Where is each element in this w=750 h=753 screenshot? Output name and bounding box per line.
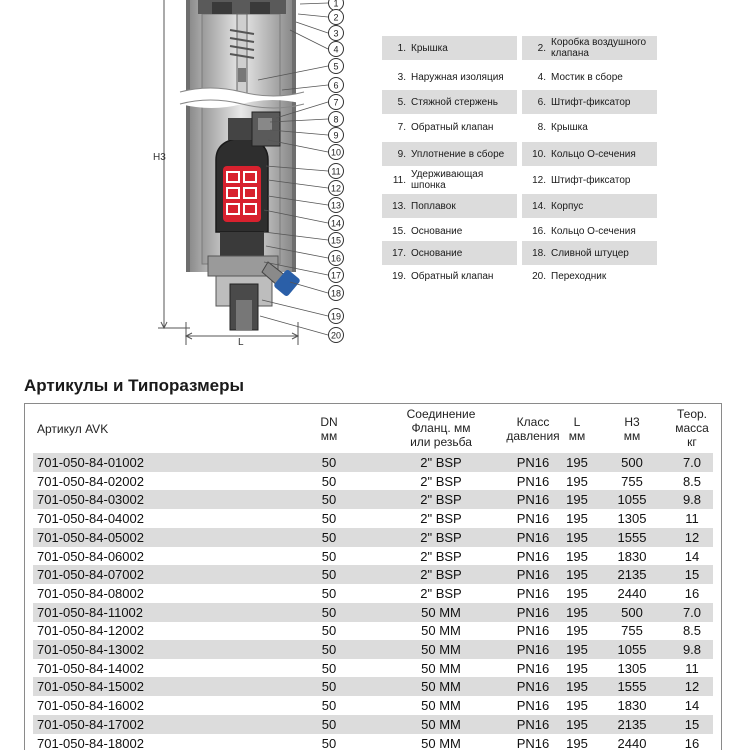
h3-dim-label: H3 <box>153 152 166 163</box>
balloon-number: 15 <box>330 235 342 246</box>
balloon-number: 17 <box>330 270 342 281</box>
balloon-number: 13 <box>330 200 342 211</box>
table-cell: 195 <box>566 716 588 732</box>
column-header-line: Класс <box>516 415 550 429</box>
table-cell: 195 <box>566 735 588 751</box>
table-cell: 195 <box>566 604 588 620</box>
table-row <box>25 490 721 509</box>
part-entry <box>382 168 517 192</box>
part-number: 6. <box>537 96 546 108</box>
table-cell: 11 <box>685 511 699 527</box>
part-number: 3. <box>397 71 406 83</box>
parts-row <box>382 142 660 166</box>
parts-row <box>382 90 660 114</box>
parts-row <box>382 115 660 139</box>
part-entry <box>382 194 517 218</box>
table-cell: 9.8 <box>682 642 702 657</box>
column-header-line: мм <box>568 429 586 443</box>
part-name: Наружная изоляция <box>411 71 504 83</box>
h3-dimension <box>158 0 190 328</box>
column-header-line: Соединение <box>406 407 476 421</box>
table-cell: 2" BSP <box>420 567 462 583</box>
article-cell: 701-050-84-08002 <box>37 585 144 601</box>
part-entry <box>382 65 517 89</box>
part-name: Штифт-фиксатор <box>551 96 631 108</box>
table-row <box>25 603 721 622</box>
table-cell: 2" BSP <box>420 473 462 489</box>
article-cell: 701-050-84-18002 <box>37 735 144 751</box>
column-header-line: Артикул AVK <box>37 422 109 436</box>
table-cell: PN16 <box>516 679 550 695</box>
column-header-line: H3 <box>624 415 640 429</box>
column-header-line: Теор. <box>676 407 707 421</box>
table-cell: 1555 <box>617 529 647 545</box>
table-row <box>25 565 721 584</box>
table-cell: 50 <box>321 642 337 657</box>
table-cell: PN16 <box>516 735 550 751</box>
part-number: 4. <box>537 71 546 83</box>
table-cell: 50 MM <box>421 735 461 751</box>
table-row <box>25 621 721 640</box>
part-number: 18. <box>532 247 546 259</box>
part-entry <box>522 219 657 243</box>
table-cell: 195 <box>566 473 588 489</box>
table-row <box>25 715 721 734</box>
table-header <box>25 404 723 453</box>
table-cell: 1830 <box>617 548 647 564</box>
article-cell: 701-050-84-05002 <box>37 529 144 545</box>
part-entry <box>522 168 657 192</box>
table-row <box>25 509 721 528</box>
parts-row <box>382 219 660 243</box>
table-cell: 1055 <box>617 642 647 657</box>
part-entry <box>382 241 517 265</box>
balloon-number: 18 <box>330 288 342 299</box>
table-cell: 195 <box>566 679 588 695</box>
part-entry <box>382 90 517 114</box>
balloon-number: 16 <box>330 253 342 264</box>
column-header-line: мм <box>320 429 338 443</box>
table-cell: 50 MM <box>421 623 461 639</box>
parts-row <box>382 241 660 265</box>
table-cell: 195 <box>566 642 588 657</box>
table-row <box>25 453 721 472</box>
table-cell: 195 <box>566 548 588 564</box>
part-entry <box>522 36 657 60</box>
parts-row <box>382 36 660 60</box>
part-name: Обратный клапан <box>411 121 494 133</box>
parts-row <box>382 168 660 192</box>
table-cell: 50 MM <box>421 642 461 657</box>
part-number: 12. <box>532 174 546 186</box>
part-number: 17. <box>392 247 406 259</box>
table-cell: 50 <box>321 604 337 620</box>
parts-row <box>382 264 660 288</box>
table-cell: 2" BSP <box>420 585 462 601</box>
column-header <box>391 407 491 449</box>
table-cell: 195 <box>566 511 588 527</box>
part-name: Уплотнение в сборе <box>411 148 505 160</box>
part-entry <box>522 115 657 139</box>
table-cell: 2" BSP <box>420 492 462 508</box>
table-cell: 195 <box>566 567 588 583</box>
balloon-leader <box>296 22 328 33</box>
part-name: Сливной штуцер <box>551 247 629 259</box>
article-cell: 701-050-84-07002 <box>37 567 144 583</box>
table-cell: 500 <box>621 455 643 470</box>
balloon-number: 20 <box>330 330 342 341</box>
table-cell: PN16 <box>516 604 550 620</box>
parts-row <box>382 65 660 89</box>
table-cell: 195 <box>566 623 588 639</box>
column-header-line: L <box>573 415 581 429</box>
part-name: Мостик в сборе <box>551 71 623 83</box>
article-cell: 701-050-84-04002 <box>37 511 144 527</box>
table-cell: 9.8 <box>682 492 702 508</box>
table-cell: 7.0 <box>682 604 702 620</box>
table-row <box>25 528 721 547</box>
balloon-number: 5 <box>333 61 339 72</box>
table-cell: 2" BSP <box>420 548 462 564</box>
part-number: 5. <box>397 96 406 108</box>
table-cell: 2" BSP <box>420 455 462 470</box>
part-number: 14. <box>532 200 546 212</box>
table-cell: 8.5 <box>682 473 702 489</box>
balloon-number: 8 <box>333 114 339 125</box>
table-cell: 50 <box>321 473 337 489</box>
balloon-number: 10 <box>330 147 342 158</box>
article-cell: 701-050-84-02002 <box>37 473 144 489</box>
table-cell: 2135 <box>617 716 647 732</box>
table-cell: 12 <box>684 529 700 545</box>
table-row <box>25 677 721 696</box>
balloon-number: 12 <box>330 183 342 194</box>
table-cell: 14 <box>684 548 700 564</box>
table-cell: 1305 <box>617 511 647 527</box>
part-entry <box>382 36 517 60</box>
table-cell: 500 <box>621 604 643 620</box>
article-cell: 701-050-84-17002 <box>37 716 144 732</box>
table-cell: 50 MM <box>421 698 461 714</box>
balloon-number: 2 <box>333 12 339 23</box>
article-cell: 701-050-84-11002 <box>37 604 144 620</box>
table-cell: 7.0 <box>682 455 702 470</box>
part-name: Кольцо О-сечения <box>551 148 636 160</box>
part-number: 13. <box>392 200 406 212</box>
table-cell: 50 <box>321 698 337 714</box>
table-cell: 50 MM <box>421 604 461 620</box>
column-header <box>607 415 657 443</box>
column-header-line: или резьба <box>410 435 472 449</box>
table-cell: PN16 <box>516 660 550 676</box>
table-cell: PN16 <box>516 548 550 564</box>
part-entry <box>522 90 657 114</box>
balloon-number: 3 <box>333 28 339 39</box>
table-cell: PN16 <box>516 567 550 583</box>
part-name: Корпус <box>551 200 584 212</box>
part-number: 8. <box>537 121 546 133</box>
part-name: Крышка <box>411 42 448 54</box>
table-cell: 50 <box>321 585 337 601</box>
article-cell: 701-050-84-16002 <box>37 698 144 714</box>
balloon-number: 19 <box>330 311 342 322</box>
part-name: Основание <box>411 247 463 259</box>
balloon-number: 11 <box>331 166 341 177</box>
l-dim-label: L <box>238 337 244 345</box>
part-number: 16. <box>532 225 546 237</box>
part-name: Коробка воздушного клапана <box>551 37 647 59</box>
table-cell: PN16 <box>516 492 550 508</box>
table-cell: 195 <box>566 529 588 545</box>
balloon-number: 6 <box>333 80 339 91</box>
part-name: Переходник <box>551 270 607 282</box>
table-cell: 15 <box>684 567 700 583</box>
table-cell: 195 <box>566 698 588 714</box>
part-number: 15. <box>392 225 406 237</box>
part-name: Поплавок <box>411 200 456 212</box>
table-cell: 16 <box>684 585 700 601</box>
column-header-line: кг <box>687 435 697 449</box>
table-cell: 14 <box>684 698 700 714</box>
column-header-line: масса <box>675 421 709 435</box>
table-cell: 195 <box>566 585 588 601</box>
balloon-number: 9 <box>333 130 339 141</box>
table-cell: 50 <box>321 548 337 564</box>
table-cell: 50 <box>321 529 337 545</box>
table-row <box>25 472 721 491</box>
table-cell: 8.5 <box>682 623 702 639</box>
table-cell: 50 <box>321 679 337 695</box>
column-header-line: DN <box>320 415 338 429</box>
table-cell: PN16 <box>516 642 550 657</box>
part-number: 10. <box>532 148 546 160</box>
table-cell: 50 <box>321 567 337 583</box>
part-entry <box>522 142 657 166</box>
article-cell: 701-050-84-01002 <box>37 455 144 470</box>
table-cell: 15 <box>684 716 700 732</box>
part-entry <box>382 264 517 288</box>
table-cell: 50 MM <box>421 660 461 676</box>
part-number: 9. <box>397 148 406 160</box>
part-number: 11. <box>392 174 406 186</box>
table-cell: PN16 <box>516 455 550 470</box>
part-number: 1. <box>397 42 406 54</box>
top-cap <box>198 0 286 14</box>
table-cell: PN16 <box>516 585 550 601</box>
article-cell: 701-050-84-13002 <box>37 642 144 657</box>
part-number: 20. <box>532 270 546 282</box>
column-header <box>667 407 717 449</box>
table-cell: 50 <box>321 511 337 527</box>
balloon-number: 14 <box>330 218 342 229</box>
table-cell: 50 <box>321 455 337 470</box>
part-name: Удерживающая шпонка <box>411 169 484 191</box>
part-name: Крышка <box>551 121 588 133</box>
article-cell: 701-050-84-15002 <box>37 679 144 695</box>
table-cell: 1830 <box>617 698 647 714</box>
part-entry <box>382 219 517 243</box>
table-cell: 50 <box>321 735 337 751</box>
valve-drawing <box>150 0 355 345</box>
column-header-line: мм <box>623 429 641 443</box>
table-cell: PN16 <box>516 716 550 732</box>
column-header <box>557 415 597 443</box>
table-cell: PN16 <box>516 698 550 714</box>
table-cell: PN16 <box>516 623 550 639</box>
balloon-leader <box>262 300 328 316</box>
table-cell: 16 <box>684 735 700 751</box>
column-header-line: Фланц. мм <box>411 421 471 435</box>
table-cell: 2" BSP <box>420 529 462 545</box>
parts-row <box>382 194 660 218</box>
balloon-leader <box>260 316 328 335</box>
part-name: Основание <box>411 225 463 237</box>
part-entry <box>522 65 657 89</box>
table-cell: 50 MM <box>421 679 461 695</box>
table-cell: 2440 <box>617 585 647 601</box>
table-cell: 11 <box>685 660 699 676</box>
balloon-number: 1 <box>333 0 339 9</box>
table-cell: 12 <box>684 679 700 695</box>
table-cell: 2135 <box>617 567 647 583</box>
table-cell: 1305 <box>617 660 647 676</box>
part-entry <box>522 194 657 218</box>
part-entry <box>382 142 517 166</box>
table-cell: 50 <box>321 660 337 676</box>
table-cell: 50 MM <box>421 716 461 732</box>
table-cell: 195 <box>566 455 588 470</box>
article-cell: 701-050-84-14002 <box>37 660 144 676</box>
table-row <box>25 640 721 659</box>
table-cell: 2440 <box>617 735 647 751</box>
column-header-line: давления <box>506 429 560 443</box>
column-header <box>309 415 349 443</box>
table-cell: 1055 <box>617 492 647 508</box>
part-entry <box>382 115 517 139</box>
balloon-leader <box>298 14 328 17</box>
float-chamber <box>216 138 268 232</box>
part-name: Стяжной стержень <box>411 96 498 108</box>
table-cell: 1555 <box>617 679 647 695</box>
article-cell: 701-050-84-12002 <box>37 623 144 639</box>
table-cell: 195 <box>566 660 588 676</box>
part-name: Кольцо О-сечения <box>551 225 636 237</box>
table-row <box>25 547 721 566</box>
part-entry <box>522 241 657 265</box>
table-cell: PN16 <box>516 511 550 527</box>
part-name: Штифт-фиксатор <box>551 174 631 186</box>
balloon-number: 7 <box>333 97 339 108</box>
table-cell: PN16 <box>516 529 550 545</box>
table-cell: 2" BSP <box>420 511 462 527</box>
column-header <box>37 422 108 436</box>
table-row <box>25 659 721 678</box>
part-name: Обратный клапан <box>411 270 494 282</box>
part-number: 2. <box>537 42 546 54</box>
table-row <box>25 584 721 603</box>
table-cell: 50 <box>321 492 337 508</box>
section-title: Артикулы и Типоразмеры <box>24 376 245 395</box>
table-cell: 50 <box>321 623 337 639</box>
balloon-leader <box>300 3 328 4</box>
part-number: 19. <box>392 270 406 282</box>
article-cell: 701-050-84-06002 <box>37 548 144 564</box>
table-cell: 755 <box>621 473 643 489</box>
article-table <box>24 403 722 750</box>
table-row <box>25 696 721 715</box>
table-cell: 195 <box>566 492 588 508</box>
table-cell: 755 <box>621 623 643 639</box>
balloon-number: 4 <box>333 44 339 55</box>
part-entry <box>522 264 657 288</box>
balloon-leader <box>290 282 328 293</box>
table-cell: PN16 <box>516 473 550 489</box>
article-cell: 701-050-84-03002 <box>37 492 144 508</box>
part-number: 7. <box>397 121 406 133</box>
table-cell: 50 <box>321 716 337 732</box>
